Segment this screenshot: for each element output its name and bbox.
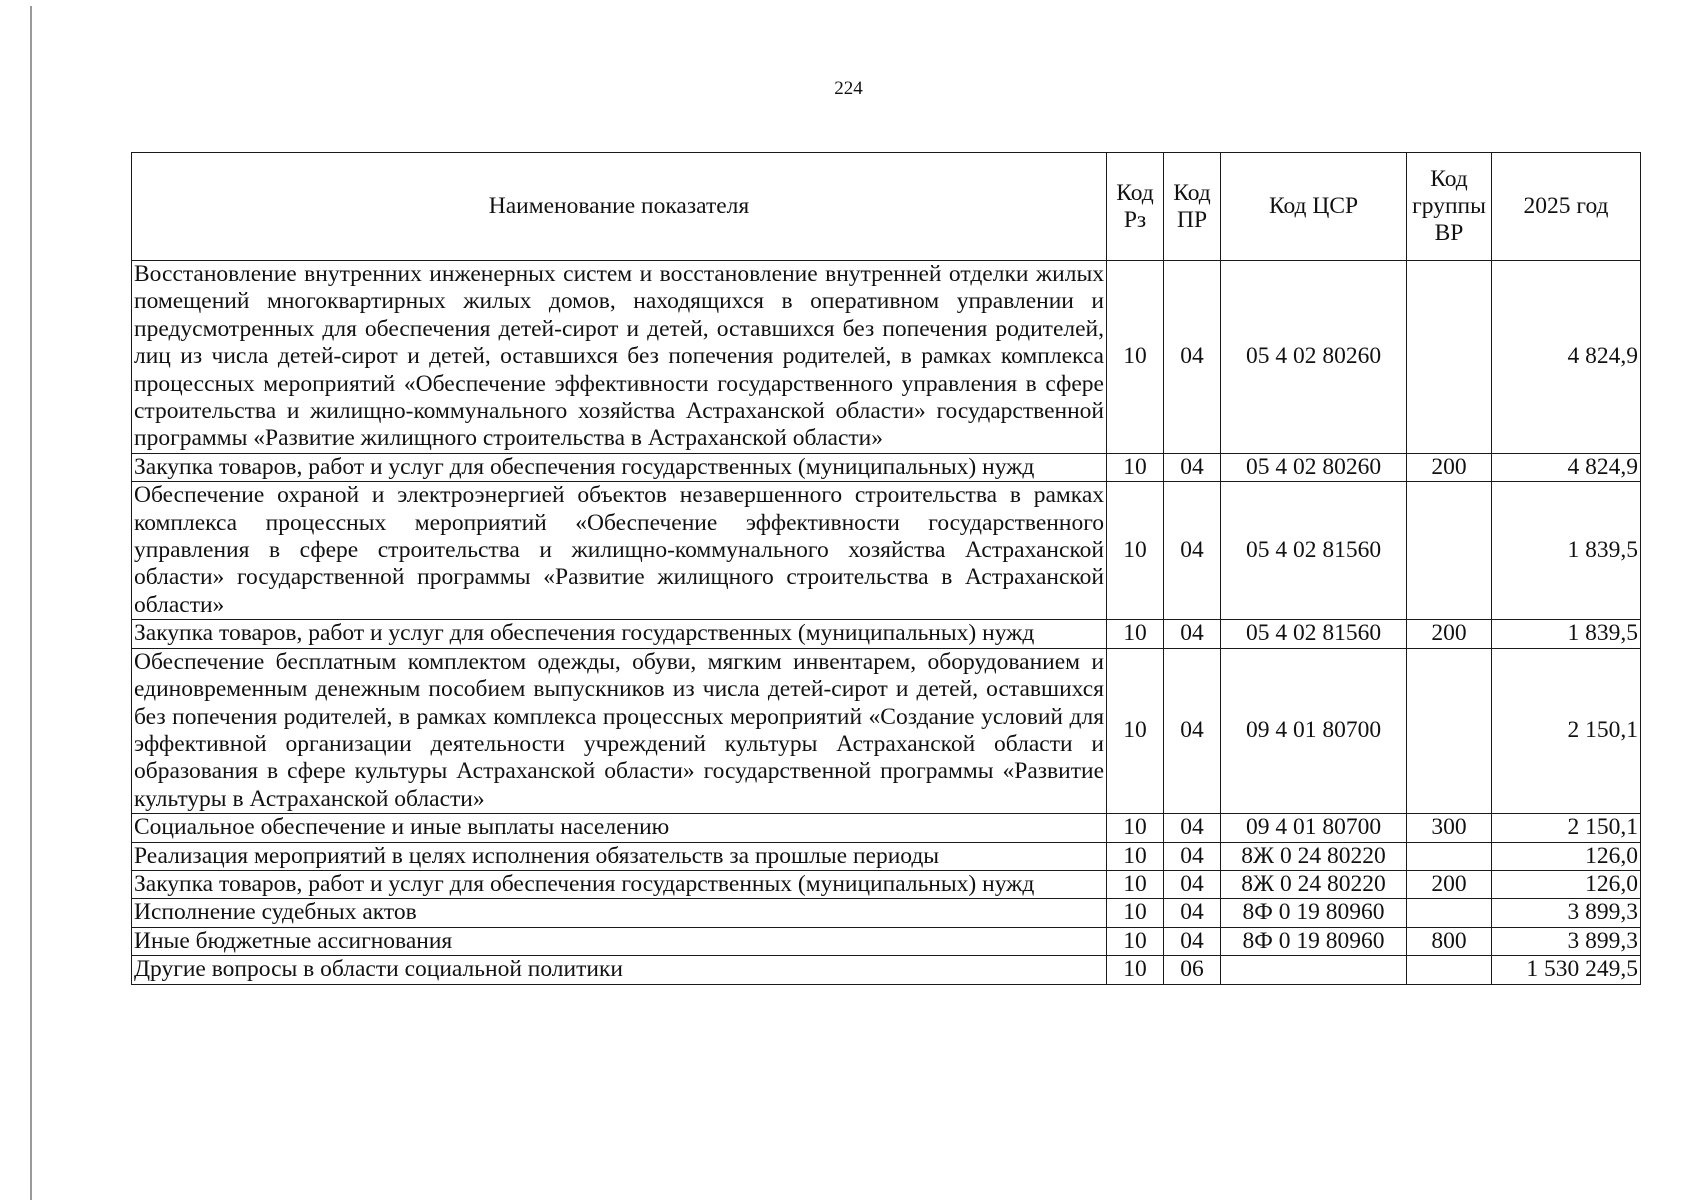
row-amount: 4 824,9: [1492, 453, 1641, 481]
row-amount: 126,0: [1492, 870, 1641, 898]
table-row: [132, 453, 1641, 481]
row-indicator-name: Обеспечение охраной и электроэнергией объектов незавершенного строительства в рамках комплекса процессных мероприятий «Обеспечение эффективности государственного управления в сфере строительства и жилищно-коммунального хозяйства Астраханской области» государственной программы «Развитие жилищного строительства в Астраханской области»: [132, 482, 1107, 620]
row-indicator-name: Обеспечение бесплатным комплектом одежды, обуви, мягким инвентарем, оборудованием и единовременным денежным пособием выпускников из числа детей-сирот и детей, оставшихся без попечения родителей, в рамках комплекса процессных мероприятий «Создание условий для эффективной организации деятельности учреждений культуры Астраханской области и образования в сфере культуры Астраханской области» государственной программы «Развитие культуры в Астраханской области»: [132, 648, 1107, 813]
row-vr-code: 200: [1407, 870, 1492, 898]
table-row: [132, 927, 1641, 955]
row-vr-code: 200: [1407, 453, 1492, 481]
table-row: [132, 482, 1641, 620]
row-rz-code: 10: [1107, 648, 1164, 813]
table-header-row: [132, 153, 1641, 261]
header-csr-code: Код ЦСР: [1221, 153, 1407, 261]
table-row: [132, 648, 1641, 813]
table-row: [132, 870, 1641, 898]
table-row: [132, 899, 1641, 927]
row-csr-code: [1221, 956, 1407, 984]
row-vr-code: [1407, 482, 1492, 620]
table-row: [132, 814, 1641, 842]
row-pr-code: 06: [1164, 956, 1221, 984]
row-rz-code: 10: [1107, 814, 1164, 842]
header-vr-line1: Код: [1430, 166, 1468, 192]
header-pr-line1: Код: [1173, 179, 1211, 206]
row-indicator-name: Социальное обеспечение и иные выплаты населению: [132, 814, 1107, 842]
row-vr-code: [1407, 899, 1492, 927]
row-vr-code: [1407, 956, 1492, 984]
header-rz-line2: Рз: [1123, 206, 1147, 233]
row-amount: 2 150,1: [1492, 648, 1641, 813]
row-indicator-name: Другие вопросы в области социальной политики: [132, 956, 1107, 984]
row-indicator-name: Реализация мероприятий в целях исполнения обязательств за прошлые периоды: [132, 842, 1107, 870]
row-pr-code: 04: [1164, 842, 1221, 870]
row-amount: 1 839,5: [1492, 620, 1641, 648]
row-rz-code: 10: [1107, 870, 1164, 898]
row-csr-code: 8Ф 0 19 80960: [1221, 927, 1407, 955]
row-amount: 3 899,3: [1492, 899, 1641, 927]
header-indicator-name: Наименование показателя: [132, 153, 1107, 261]
row-pr-code: 04: [1164, 814, 1221, 842]
row-rz-code: 10: [1107, 261, 1164, 454]
row-amount: 2 150,1: [1492, 814, 1641, 842]
row-amount: 4 824,9: [1492, 261, 1641, 454]
row-indicator-name: Исполнение судебных актов: [132, 899, 1107, 927]
row-csr-code: 09 4 01 80700: [1221, 814, 1407, 842]
row-indicator-name: Закупка товаров, работ и услуг для обеспечения государственных (муниципальных) нужд: [132, 620, 1107, 648]
row-vr-code: 200: [1407, 620, 1492, 648]
row-rz-code: 10: [1107, 842, 1164, 870]
header-pr-code: [1164, 153, 1221, 261]
row-pr-code: 04: [1164, 927, 1221, 955]
row-amount: 3 899,3: [1492, 927, 1641, 955]
row-vr-code: [1407, 648, 1492, 813]
row-pr-code: 04: [1164, 261, 1221, 454]
header-vr-line2: группы: [1412, 193, 1486, 219]
row-csr-code: 8Ж 0 24 80220: [1221, 842, 1407, 870]
scan-edge-line: [30, 6, 32, 1200]
row-csr-code: 8Ж 0 24 80220: [1221, 870, 1407, 898]
row-rz-code: 10: [1107, 620, 1164, 648]
row-csr-code: 05 4 02 80260: [1221, 453, 1407, 481]
row-pr-code: 04: [1164, 648, 1221, 813]
row-indicator-name: Закупка товаров, работ и услуг для обеспечения государственных (муниципальных) нужд: [132, 453, 1107, 481]
row-csr-code: 05 4 02 80260: [1221, 261, 1407, 454]
budget-table: [131, 152, 1641, 985]
row-pr-code: 04: [1164, 620, 1221, 648]
row-amount: 1 530 249,5: [1492, 956, 1641, 984]
row-rz-code: 10: [1107, 927, 1164, 955]
table-row: [132, 620, 1641, 648]
header-year-2025: 2025 год: [1492, 153, 1641, 261]
row-rz-code: 10: [1107, 453, 1164, 481]
row-vr-code: [1407, 842, 1492, 870]
row-rz-code: 10: [1107, 899, 1164, 927]
header-rz-line1: Код: [1116, 179, 1154, 206]
table-row: [132, 956, 1641, 984]
row-pr-code: 04: [1164, 482, 1221, 620]
row-indicator-name: Иные бюджетные ассигнования: [132, 927, 1107, 955]
row-csr-code: 09 4 01 80700: [1221, 648, 1407, 813]
page-number: 224: [834, 78, 863, 99]
row-vr-code: 800: [1407, 927, 1492, 955]
row-csr-code: 05 4 02 81560: [1221, 620, 1407, 648]
row-csr-code: 8Ф 0 19 80960: [1221, 899, 1407, 927]
row-vr-code: 300: [1407, 814, 1492, 842]
row-rz-code: 10: [1107, 482, 1164, 620]
header-rz-code: [1107, 153, 1164, 261]
row-indicator-name: Закупка товаров, работ и услуг для обеспечения государственных (муниципальных) нужд: [132, 870, 1107, 898]
row-rz-code: 10: [1107, 956, 1164, 984]
row-vr-code: [1407, 261, 1492, 454]
header-vr-line3: ВР: [1434, 220, 1464, 246]
row-pr-code: 04: [1164, 870, 1221, 898]
row-pr-code: 04: [1164, 453, 1221, 481]
row-pr-code: 04: [1164, 899, 1221, 927]
row-indicator-name: Восстановление внутренних инженерных систем и восстановление внутренней отделки жилых помещений многоквартирных жилых домов, находящихся в оперативном управлении и предусмотренных для обеспечения детей-сирот и детей, оставшихся без попечения родителей, лиц из числа детей-сирот и детей, оставшихся без попечения родителей, в рамках комплекса процессных мероприятий «Обеспечение эффективности государственного управления в сфере строительства и жилищно-коммунального хозяйства Астраханской области» государственной программы «Развитие жилищного строительства в Астраханской области»: [132, 261, 1107, 454]
row-csr-code: 05 4 02 81560: [1221, 482, 1407, 620]
row-amount: 1 839,5: [1492, 482, 1641, 620]
table-row: [132, 842, 1641, 870]
row-amount: 126,0: [1492, 842, 1641, 870]
header-pr-line2: ПР: [1176, 206, 1208, 233]
table-row: [132, 261, 1641, 454]
header-vr-code: [1407, 153, 1492, 261]
